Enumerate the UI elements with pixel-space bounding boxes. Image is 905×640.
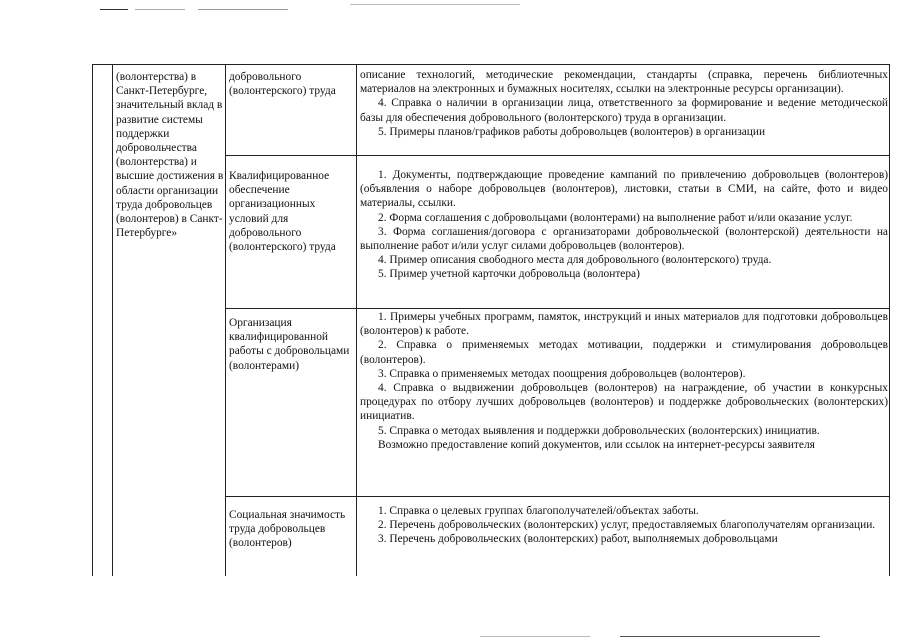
description-line: 4. Справка о наличии в организации лица, ответственного за формирование и ведение методической базы для обеспечения добровольного (волонтерского) труда в организации. — [360, 97, 888, 124]
description-social-significance — [360, 504, 888, 547]
row-divider-1 — [225, 155, 890, 156]
description-line: 2. Форма соглашения с добровольцами (волонтерами) на выполнение работ и/или оказание услуг. — [378, 211, 853, 224]
scan-artifact-top-4 — [350, 4, 520, 5]
scan-artifact-bottom-2 — [480, 636, 590, 637]
description-line: 5. Пример учетной карточки добровольца (волонтера) — [378, 268, 640, 281]
description-line: Возможно предоставление копий документов, или ссылок на интернет-ресурсы заявителя — [378, 438, 815, 451]
description-line: 3. Перечень добровольческих (волонтерских) работ, выполняемых добровольцами — [378, 533, 778, 546]
description-methodical-base — [360, 68, 888, 139]
description-qualified-work — [360, 310, 888, 452]
description-line: 3. Форма соглашения/договора с организаторами добровольческой (волонтерской) деятельности на выполнение работ и/или услуг силами добровольцев (волонтеров). — [360, 225, 888, 253]
table-border-left — [92, 64, 93, 576]
description-line: 4. Пример описания свободного места для добровольного (волонтерского) труда. — [378, 254, 772, 267]
criterion-social-significance: Социальная значимость труда добровольцев (волонтеров) — [229, 509, 346, 550]
description-line: 5. Справка о методах выявления и поддержки добровольческих (волонтерских) инициатив. — [378, 424, 820, 437]
requirements-table — [92, 64, 890, 576]
description-line: 1. Справка о целевых группах благополучателей/объектах заботы. — [378, 505, 699, 517]
table-border-right — [889, 64, 890, 576]
scan-artifact-top-2 — [135, 9, 185, 10]
description-line: 2. Перечень добровольческих (волонтерских) услуг, предоставляемых благополучателям организации. — [378, 519, 876, 532]
description-line: 5. Примеры планов/графиков работы добровольцев (волонтеров) в организации — [378, 125, 766, 138]
description-organizational-conditions — [360, 168, 888, 282]
description-line: 4. Справка о выдвижении добровольцев (волонтеров) на награждение, об участии в конкурсных процедурах по отбору лучших добровольцев (волонтеров) и поддержке добровольческих (волонтерских) инициатив. — [360, 382, 888, 423]
table-border-top — [92, 64, 890, 65]
nomination-cell: (волонтерства) в Санкт-Петербурге, значительный вклад в развитие системы поддержки добровольчества (волонтерства) и высшие достижения в области организации труда добровольцев (волонтеров) в Санкт-Петербурге» — [116, 71, 224, 240]
table-border-col3 — [356, 64, 357, 576]
table-border-col1 — [112, 64, 113, 576]
description-line: 3. Справка о применяемых методах поощрения добровольцев (волонтеров). — [378, 367, 746, 380]
description-line: 2. Справка о применяемых методах мотивации, поддержки и стимулирования добровольцев (волонтеров). — [360, 339, 888, 366]
criterion-methodical-base: добровольного (волонтерского) труда — [229, 71, 336, 98]
description-line: 1. Документы, подтверждающие проведение кампаний по привлечению добровольцев (волонтеров) (объявления о наборе добровольцев (волонтеров), листовки, статьи в СМИ, на сайте, фото и видео материалы, ссылки. — [360, 169, 888, 210]
row-divider-2 — [225, 308, 890, 309]
row-divider-3 — [225, 496, 890, 497]
scan-artifact-top-3 — [198, 9, 288, 10]
criterion-organizational-conditions: Квалифицированное обеспечение организационных условий для добровольного (волонтерского) труда — [229, 170, 336, 254]
scan-artifact-top-1 — [100, 9, 128, 10]
scan-artifact-bottom-1 — [620, 636, 820, 637]
description-line: 1. Примеры учебных программ, памяток, инструкций и иных материалов для подготовки добровольцев (волонтеров) к работе. — [360, 311, 888, 338]
description-line: описание технологий, методические рекомендации, стандарты (справка, перечень библиотечных материалов на электронных и бумажных носителях, ссылки на электронные ресурсы организации). — [360, 69, 888, 96]
criterion-qualified-work: Организация квалифицированной работы с добровольцами (волонтерами) — [229, 317, 350, 372]
table-border-col2 — [225, 64, 226, 576]
